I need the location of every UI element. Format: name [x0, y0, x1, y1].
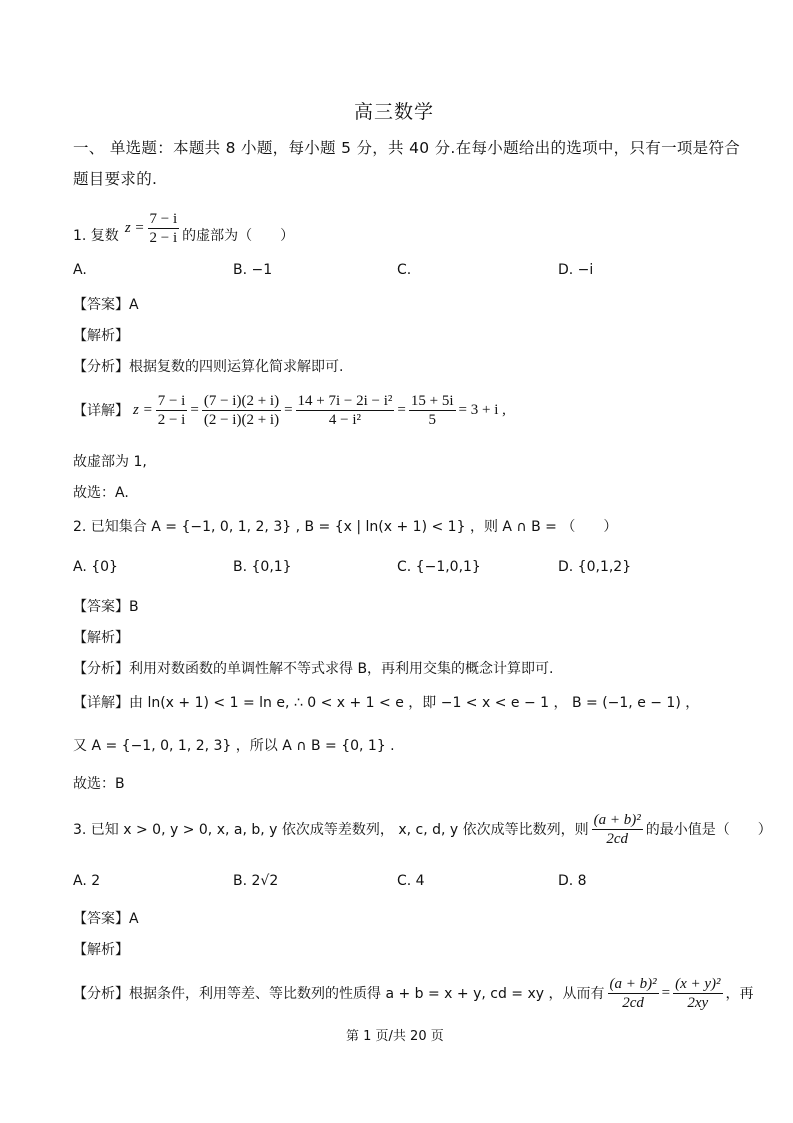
equals-sign: = — [284, 401, 293, 418]
q2-detail2: 又 A = {−1, 0, 1, 2, 3} ，所以 A ∩ B = {0, 1} . — [73, 738, 395, 754]
q1-conclusion: 故虚部为 1, — [73, 454, 147, 470]
q3-fraction-num: (a + b)² — [593, 811, 641, 828]
q1-stem-prefix: 1. 复数 — [73, 228, 119, 244]
q2-answer: 【答案】B — [73, 599, 139, 615]
q1-detail-tail: = 3 + i , — [458, 401, 506, 418]
q3-option-b: B. 2√2 — [233, 873, 279, 889]
q3-fenxi-frac2-den: 2xy — [687, 994, 709, 1011]
q1-analysis-label: 【解析】 — [73, 328, 129, 344]
q3-fenxi — [73, 969, 754, 1017]
page-footer: 第 1 页/共 20 页 — [346, 1029, 444, 1044]
q1-detail-frac2-den: (2 − i)(2 + i) — [203, 411, 280, 428]
q2-stem: 2. 已知集合 A = {−1, 0, 1, 2, 3} , B = {x | ln(x + 1) < 1} ，则 A ∩ B = （ ） — [73, 519, 618, 535]
q2-detail: 【详解】由 ln(x + 1) < 1 = ln e, ∴ 0 < x + 1 < e ，即 −1 < x < e − 1 ， B = (−1, e − 1) ， — [73, 695, 700, 711]
section-header-line1: 一、 单选题：本题共 8 小题，每小题 5 分，共 40 分.在每小题给出的选项中，只有一项是符合 — [73, 139, 741, 157]
q3-fenxi-frac2-num: (x + y)² — [675, 975, 721, 992]
q1-detail-frac4-den: 5 — [428, 411, 436, 428]
q1-detail-z: z = — [133, 401, 153, 418]
q3-option-d: D. 8 — [558, 873, 587, 889]
q3-fenxi-frac2 — [673, 976, 722, 1011]
q1-detail — [73, 387, 506, 433]
q1-detail-label: 【详解】 — [73, 403, 129, 419]
q2-analysis-label: 【解析】 — [73, 630, 129, 646]
q3-option-c: C. 4 — [397, 873, 425, 889]
q1-fraction-num: 7 − i — [149, 210, 178, 227]
q1-choice: 故选：A. — [73, 485, 129, 501]
q3-stem-prefix: 3. 已知 x > 0, y > 0, x, a, b, y 依次成等差数列， x, c, d, y 依次成等比数列，则 — [73, 822, 589, 838]
q2-option-b: B. {0,1} — [233, 559, 292, 575]
q1-detail-frac2-num: (7 − i)(2 + i) — [203, 392, 280, 409]
equals-sign: = — [397, 401, 406, 418]
q1-stem-suffix: 的虚部为（ ） — [182, 228, 295, 244]
q3-answer: 【答案】A — [73, 911, 139, 927]
q3-stem-suffix: 的最小值是（ ） — [645, 822, 772, 838]
q1-option-d: D. −i — [558, 262, 594, 278]
q1-option-a: A. — [73, 262, 87, 278]
q3-fenxi-frac1-num: (a + b)² — [609, 975, 657, 992]
q1-detail-frac4-num: 15 + 5i — [410, 392, 454, 409]
q3-fraction-den: 2cd — [606, 830, 629, 847]
q1-detail-frac3-num: 14 + 7i − 2i − i² — [297, 392, 393, 409]
q2-choice: 故选：B — [73, 776, 125, 792]
q2-fenxi: 【分析】利用对数函数的单调性解不等式求得 B，再利用交集的概念计算即可. — [73, 661, 554, 677]
q3-fenxi-frac1 — [608, 976, 659, 1011]
q3-fenxi-suffix: ，再 — [725, 986, 754, 1002]
q1-answer: 【答案】A — [73, 297, 139, 313]
q1-fraction-den: 2 − i — [149, 229, 178, 246]
equals-sign: = — [190, 401, 199, 418]
q1-option-b: B. −1 — [233, 262, 273, 278]
q3-fenxi-prefix: 【分析】根据条件，利用等差、等比数列的性质得 a + b = x + y, cd = xy ，从而有 — [73, 986, 605, 1002]
q2-option-d: D. {0,1,2} — [558, 559, 632, 575]
section-header-line2: 题目要求的. — [73, 170, 158, 188]
page-title: 高三数学 — [354, 101, 435, 123]
q1-detail-frac3 — [296, 393, 395, 428]
q1-option-c: C. — [397, 262, 412, 278]
q3-analysis-label: 【解析】 — [73, 942, 129, 958]
q1-detail-frac1-num: 7 − i — [157, 392, 186, 409]
equals-sign: = — [661, 984, 671, 1001]
q3-stem — [73, 806, 772, 852]
q1-detail-frac2 — [202, 393, 281, 428]
q2-option-c: C. {−1,0,1} — [397, 559, 481, 575]
q2-option-a: A. {0} — [73, 559, 118, 575]
q1-z-label: z = — [124, 219, 145, 236]
q3-option-a: A. 2 — [73, 873, 101, 889]
q1-detail-frac4 — [409, 393, 456, 428]
q1-fenxi: 【分析】根据复数的四则运算化简求解即可. — [73, 359, 344, 375]
q1-stem — [73, 203, 294, 253]
q1-detail-frac3-den: 4 − i² — [328, 411, 362, 428]
q3-fenxi-frac1-den: 2cd — [622, 994, 644, 1011]
q1-detail-frac1-den: 2 − i — [157, 411, 186, 428]
q1-fraction — [148, 211, 180, 246]
q1-detail-frac1 — [156, 393, 188, 428]
q3-fraction — [592, 812, 643, 847]
